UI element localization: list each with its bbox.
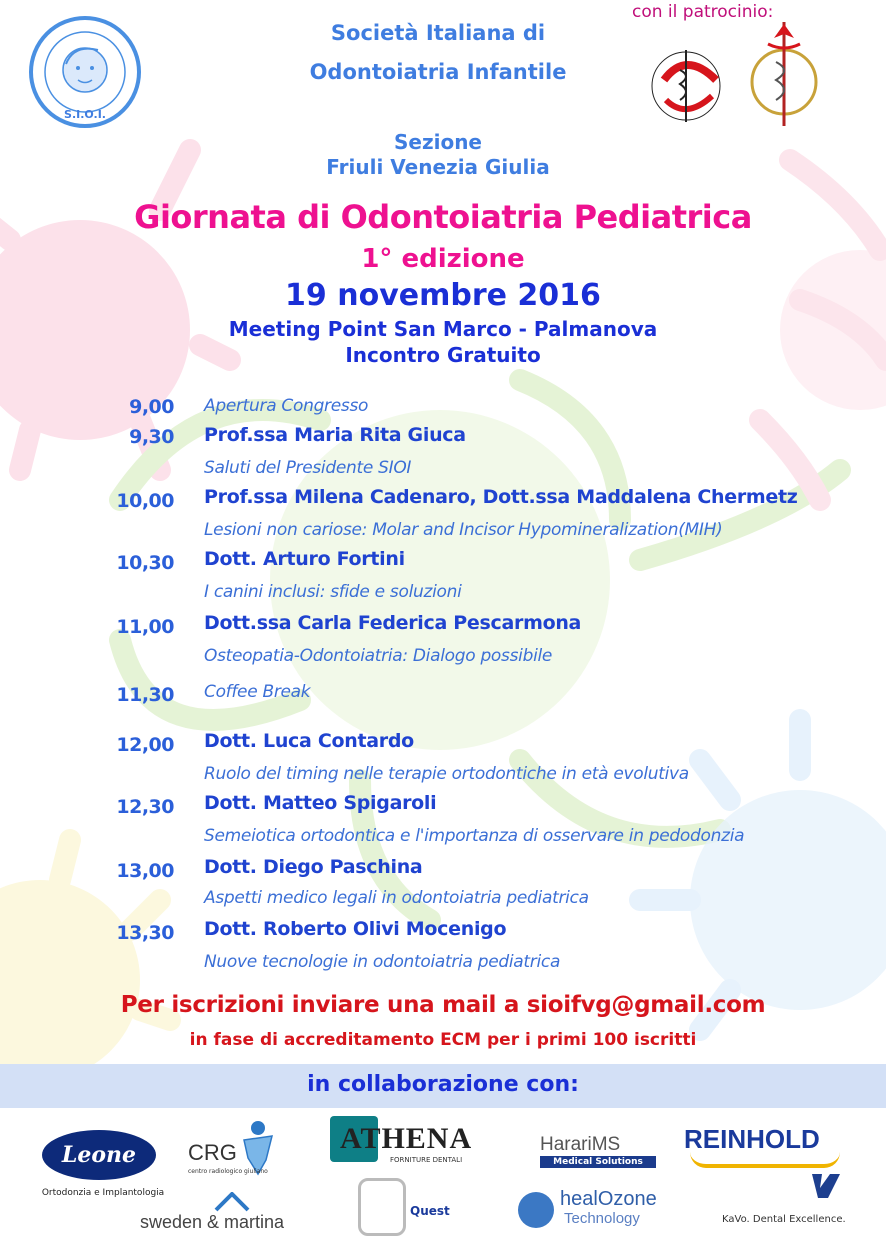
sioi-logo-acronym: S.I.O.I.	[64, 108, 106, 121]
program-talk: Semeiotica ortodontica e l'importanza di osservare in pedodonzia	[204, 826, 745, 846]
sponsor-reinhold	[684, 1112, 844, 1172]
collaboration-heading: in collaborazione con:	[307, 1072, 579, 1097]
program-time: 12,00	[116, 734, 174, 756]
program-talk: Nuove tecnologie in odontoiatria pediatrica	[204, 952, 561, 972]
sponsor-healozone	[518, 1188, 688, 1238]
healozone-logo-sub: Technology	[564, 1210, 640, 1227]
leone-logo-text: Leone	[61, 1142, 137, 1168]
program-speaker: Dott. Matteo Spigaroli	[204, 792, 437, 814]
sponsor-crg	[188, 1118, 288, 1188]
event-date: 19 novembre 2016	[285, 278, 601, 313]
leone-logo-sub: Ortodonzia e Implantologia	[41, 1188, 165, 1198]
event-fee: Incontro Gratuito	[345, 343, 541, 367]
sweden-martina-logo-text: sweden & martina	[140, 1212, 285, 1232]
program-time: 10,30	[116, 552, 174, 574]
event-title: Giornata di Odontoiatria Pediatrica	[134, 198, 752, 236]
program-speaker: Dott.ssa Carla Federica Pescarmona	[204, 612, 582, 634]
program-speaker: Dott. Diego Paschina	[204, 856, 423, 878]
program-talk: Lesioni non cariose: Molar and Incisor Hypomineralization(MIH)	[204, 520, 723, 540]
crg-logo-sub: centro radiologico giuliano	[188, 1168, 268, 1175]
quest-logo-q	[358, 1178, 406, 1236]
healozone-logo-circle	[518, 1192, 554, 1228]
athena-logo-text: ATHENA	[340, 1122, 473, 1155]
program-speaker: Prof.ssa Milena Cadenaro, Dott.ssa Maddalena Chermetz	[204, 486, 798, 508]
athena-logo-sub: FORNITURE DENTALI	[390, 1156, 463, 1164]
program-talk: I canini inclusi: sfide e soluzioni	[204, 582, 462, 602]
program-talk: Ruolo del timing nelle terapie ortodontiche in età evolutiva	[204, 764, 689, 784]
healozone-logo-text: healOzone	[560, 1188, 657, 1210]
program-time: 13,00	[116, 860, 174, 882]
reinhold-logo-text: REINHOLD	[684, 1124, 820, 1154]
harari-logo-text: HarariMS	[540, 1134, 621, 1155]
sponsor-harari	[540, 1134, 660, 1168]
sponsor-kavo	[722, 1168, 848, 1230]
event-edition: 1° edizione	[361, 244, 525, 274]
patron-logo-2	[748, 18, 820, 130]
registration-ecm-line: in fase di accreditamento ECM per i primi 100 iscritti	[189, 1030, 697, 1050]
program-time: 10,00	[116, 490, 174, 512]
program-time: 12,30	[116, 796, 174, 818]
program-talk: Aspetti medico legali in odontoiatria pediatrica	[204, 888, 589, 908]
section-line2: Friuli Venezia Giulia	[326, 155, 550, 179]
program-speaker: Dott. Luca Contardo	[204, 730, 414, 752]
sponsor-quest	[358, 1178, 458, 1238]
program-talk: Coffee Break	[204, 682, 311, 702]
section-line1: Sezione	[393, 130, 482, 154]
program-time: 11,00	[116, 616, 174, 638]
program-time: 9,00	[129, 396, 174, 418]
patrocinio-label: con il patrocinio:	[632, 2, 774, 22]
harari-logo-sub: Medical Solutions	[540, 1156, 656, 1168]
program-talk: Saluti del Presidente SIOI	[204, 458, 412, 478]
program-talk: Osteopatia-Odontoiatria: Dialogo possibile	[204, 646, 553, 666]
sweden-martina-triangle-icon	[214, 1192, 250, 1212]
program-time: 11,30	[116, 684, 174, 706]
sponsor-sweden-martina	[140, 1192, 320, 1236]
leone-logo-oval	[42, 1130, 156, 1180]
program-time: 13,30	[116, 922, 174, 944]
registration-email-line: Per iscrizioni inviare una mail a sioifvg@gmail.com	[120, 992, 766, 1018]
org-name-line1: Società Italiana di	[330, 21, 546, 45]
event-venue: Meeting Point San Marco - Palmanova	[228, 317, 658, 341]
program-speaker: Prof.ssa Maria Rita Giuca	[204, 424, 466, 446]
patron-logo-1	[646, 40, 728, 132]
quest-logo-text: Quest	[410, 1204, 450, 1218]
org-name-line2: Odontoiatria Infantile	[309, 60, 567, 84]
kavo-logo-icon	[808, 1168, 844, 1206]
program-time: 9,30	[129, 426, 174, 448]
program-talk: Apertura Congresso	[204, 396, 369, 416]
sponsor-athena	[330, 1116, 480, 1166]
program-speaker: Dott. Roberto Olivi Mocenigo	[204, 918, 507, 940]
program-speaker: Dott. Arturo Fortini	[204, 548, 405, 570]
kavo-logo-text: KaVo. Dental Excellence.	[722, 1214, 846, 1225]
sponsor-leone	[38, 1130, 168, 1198]
crg-logo-text: CRG	[188, 1140, 237, 1165]
